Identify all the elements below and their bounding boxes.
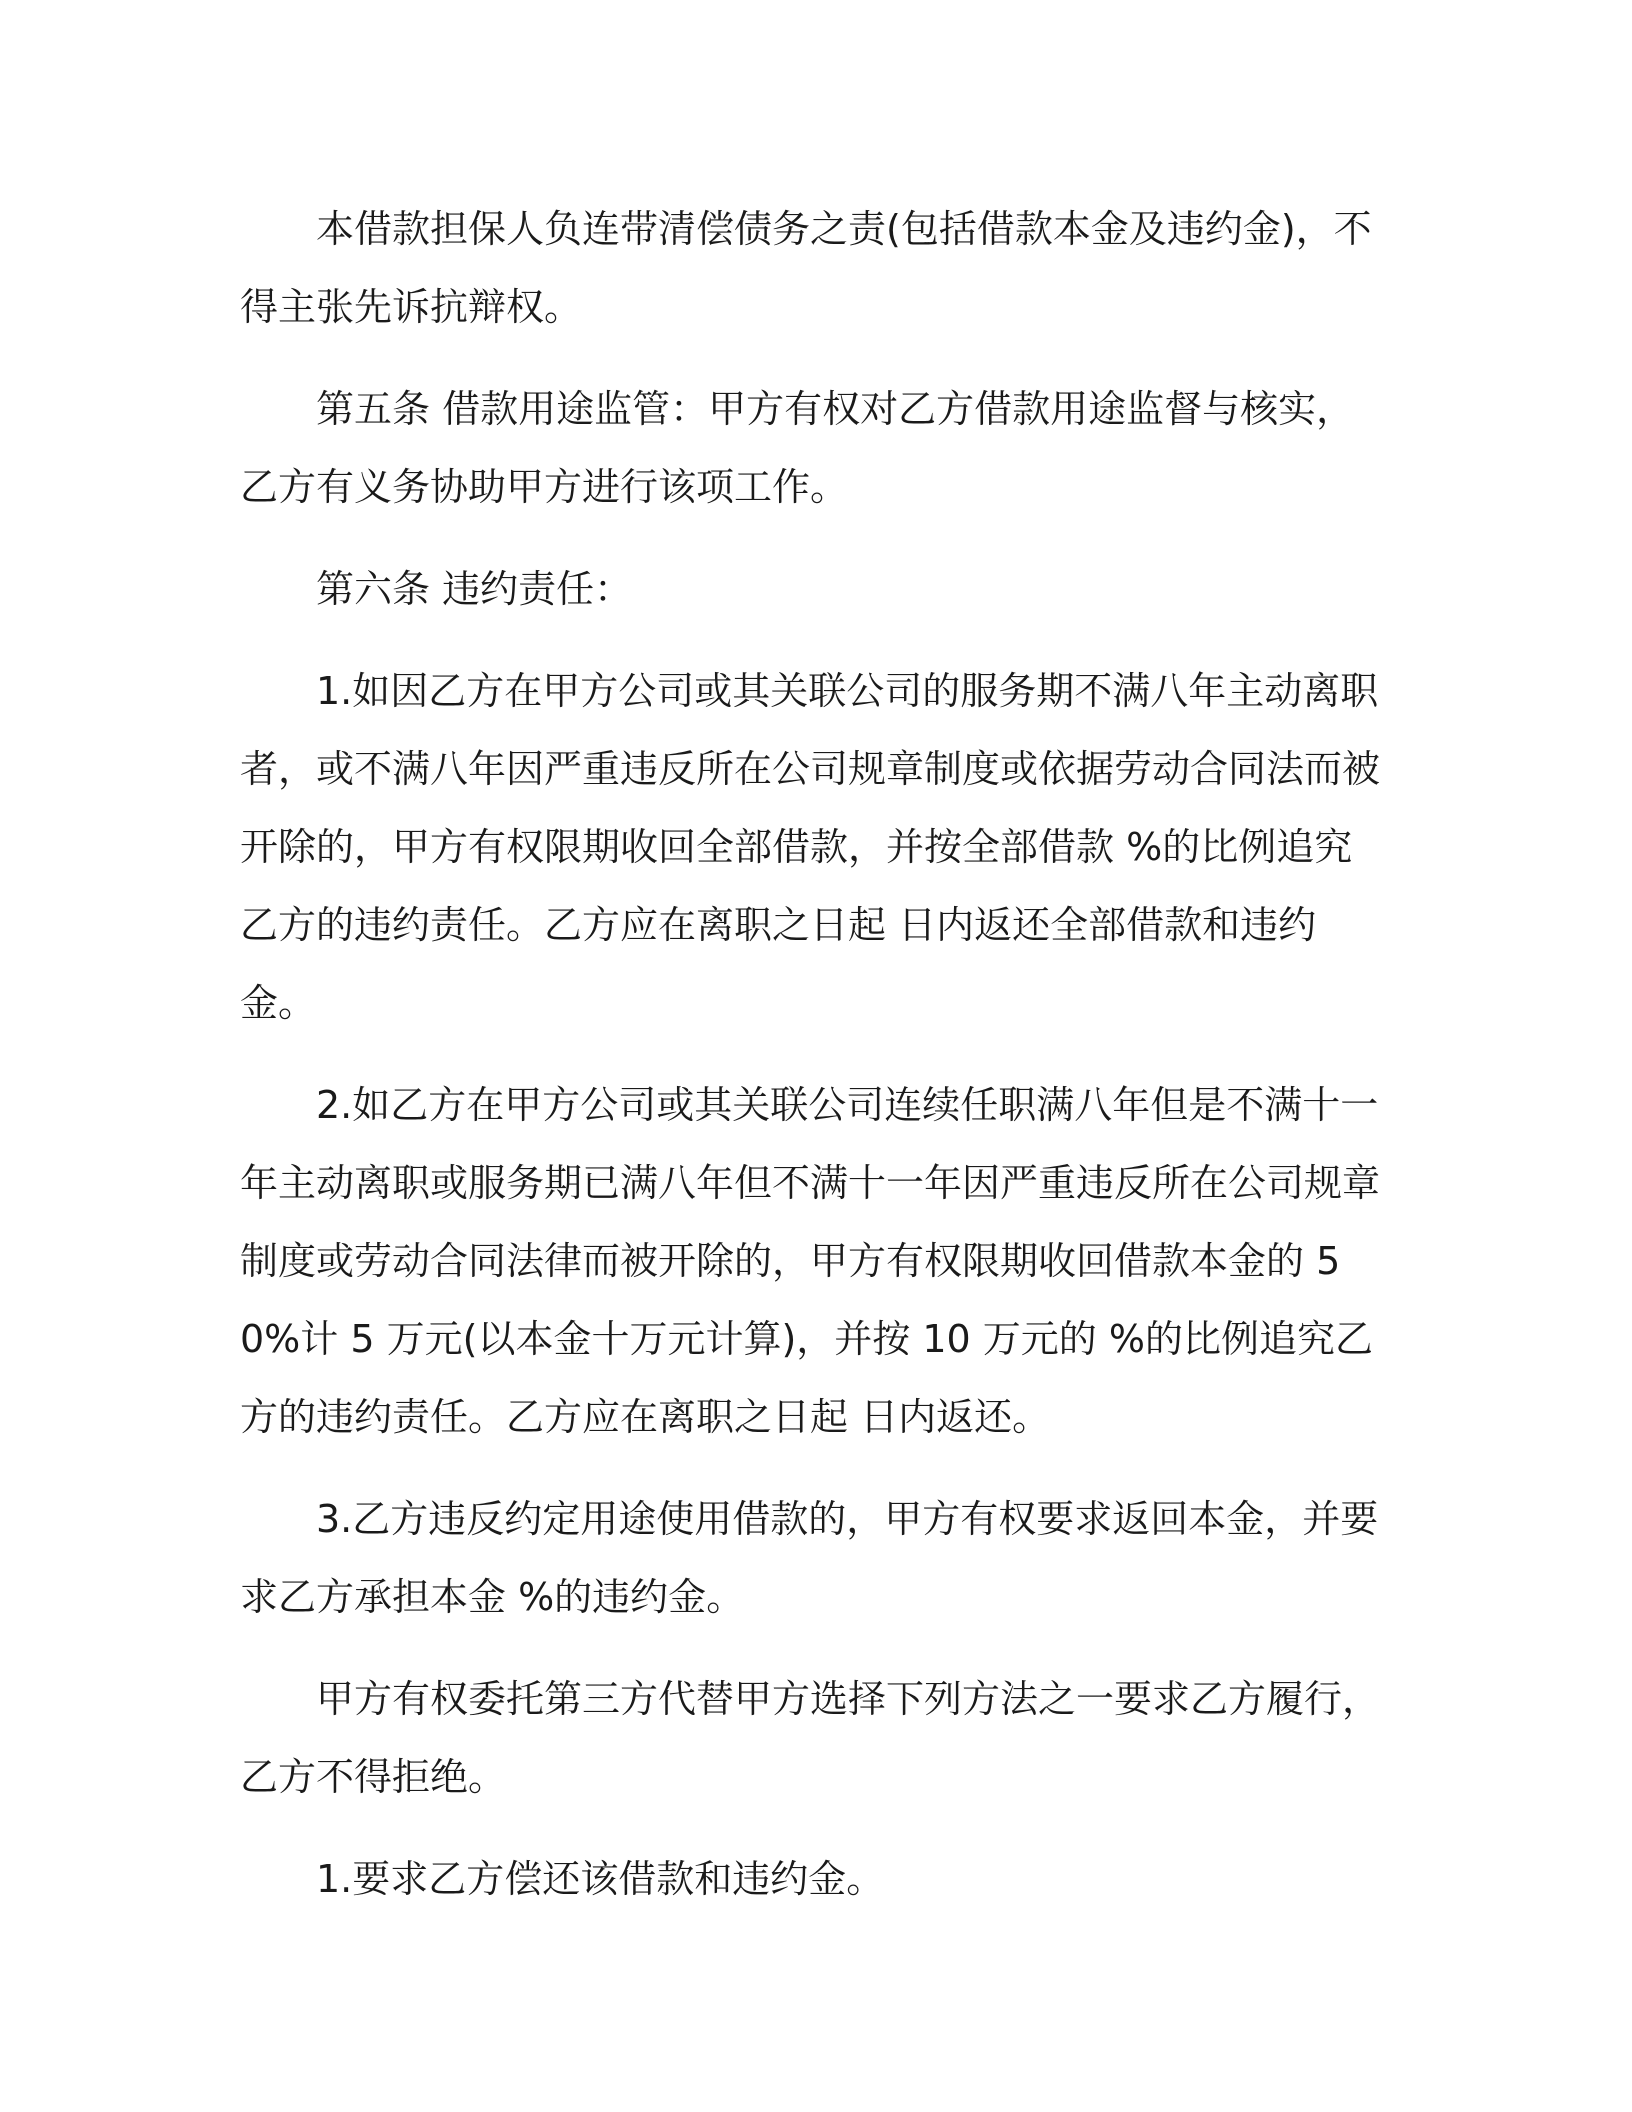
document-body [240, 190, 1390, 1942]
paragraph-article-5: 第五条 借款用途监管：甲方有权对乙方借款用途监督与核实，乙方有义务协助甲方进行该项工作。 [240, 387, 1355, 509]
paragraph-method-1: 1.要求乙方偿还该借款和违约金。 [316, 1857, 885, 1901]
paragraph-article-6-item-2: 2.如乙方在甲方公司或其关联公司连续任职满八年但是不满十一年主动离职或服务期已满八年但不满十一年因严重违反所在公司规章制度或劳动合同法律而被开除的，甲方有权限期收回借款本金的 50%计 5 万元(以本金十万元计算)，并按 10 万元的 %的比例追究乙方的违约责任。乙方应在离职之日起 日内返还。 [240, 1083, 1381, 1439]
paragraph-guarantor-liability: 本借款担保人负连带清偿债务之责(包括借款本金及违约金)，不得主张先诉抗辩权。 [240, 207, 1372, 329]
paragraph-article-6-item-3: 3.乙方违反约定用途使用借款的，甲方有权要求返回本金，并要求乙方承担本金 %的违约金。 [240, 1497, 1379, 1619]
paragraph-article-6-item-1: 1.如因乙方在甲方公司或其关联公司的服务期不满八年主动离职者，或不满八年因严重违反所在公司规章制度或依据劳动合同法而被开除的，甲方有权限期收回全部借款，并按全部借款 %的比例追究乙方的违约责任。乙方应在离职之日起 日内返还全部借款和违约金。 [240, 669, 1381, 1025]
paragraph-third-party-delegation: 甲方有权委托第三方代替甲方选择下列方法之一要求乙方履行，乙方不得拒绝。 [240, 1677, 1381, 1799]
paragraph-article-6-heading: 第六条 违约责任： [316, 567, 633, 611]
